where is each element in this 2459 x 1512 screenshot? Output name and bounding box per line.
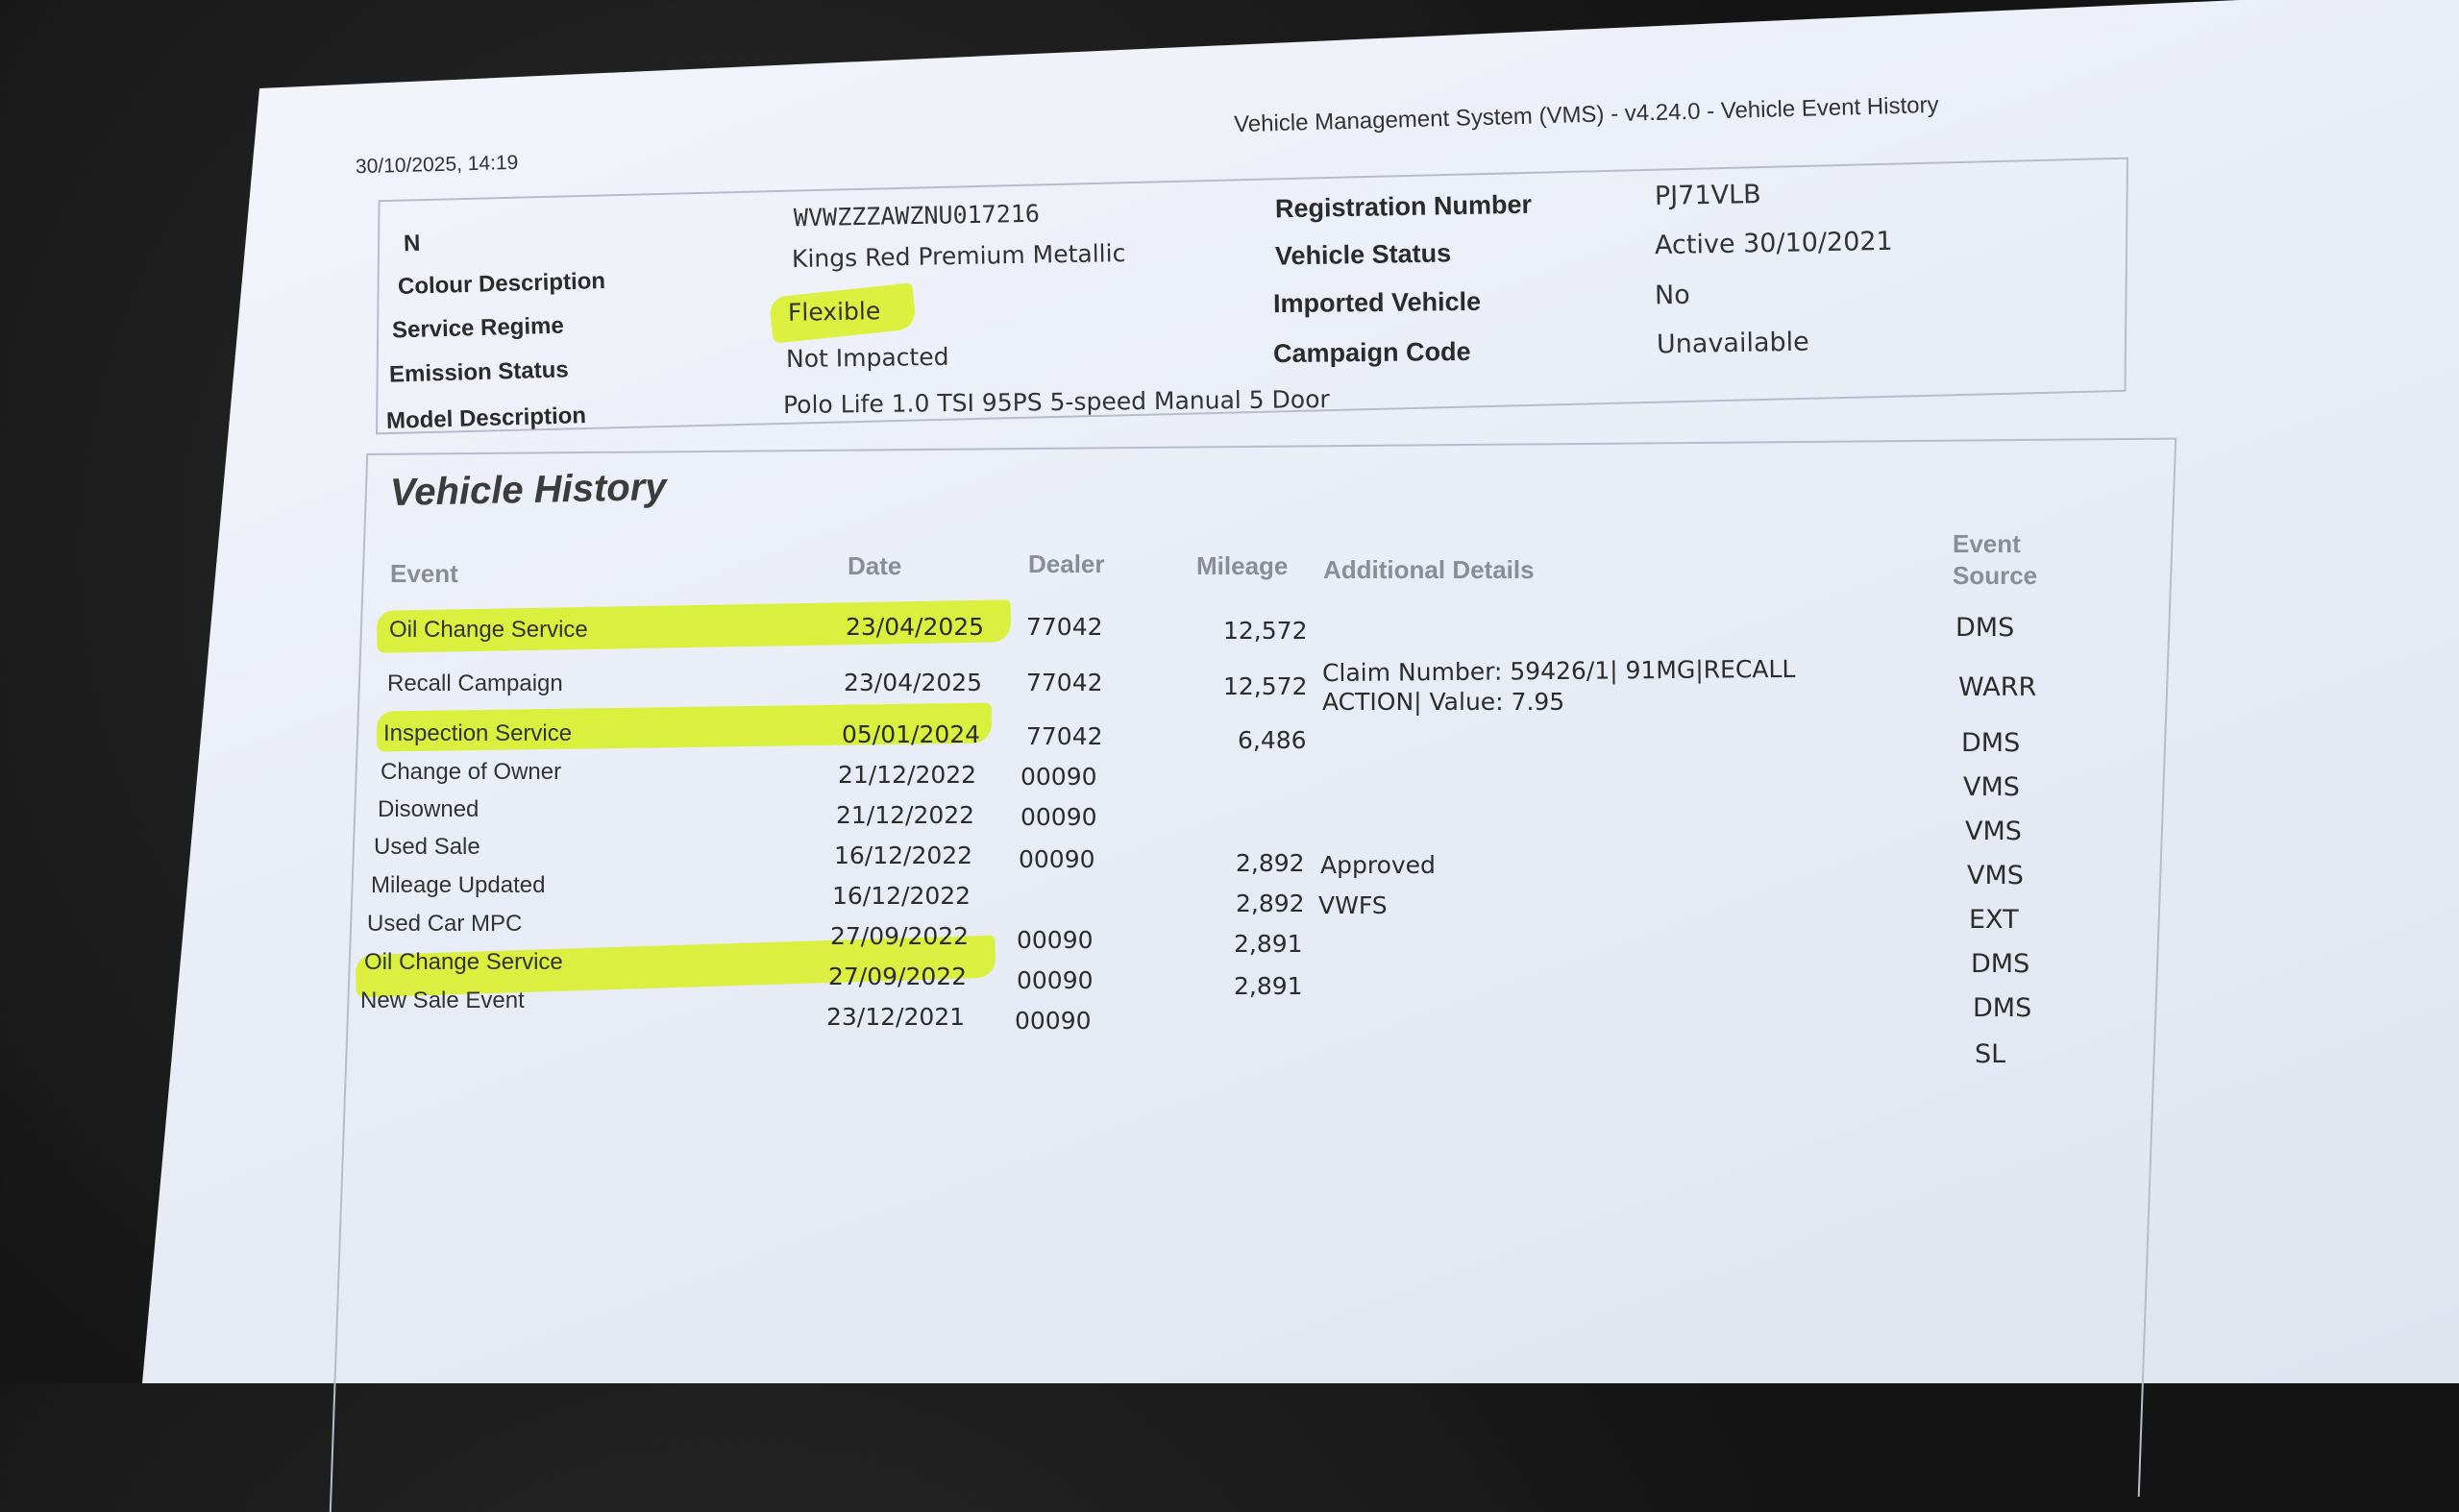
col-source-line2: Source xyxy=(1953,561,2038,590)
col-dealer: Dealer xyxy=(1028,549,1105,578)
model-value: Polo Life 1.0 TSI 95PS 5-speed Manual 5 Door xyxy=(782,385,1330,419)
dealer-cell: 77042 xyxy=(1026,613,1103,641)
source-cell: WARR xyxy=(1958,672,2037,702)
dealer-cell: 77042 xyxy=(1026,722,1103,750)
campaign-label: Campaign Code xyxy=(1272,336,1471,369)
mileage-cell: 2,891 xyxy=(1234,930,1303,958)
event-cell: Used Car MPC xyxy=(367,911,523,937)
vin-value: WVWZZZAWZNU017216 xyxy=(793,199,1041,232)
date-cell: 23/04/2025 xyxy=(844,669,983,696)
col-date: Date xyxy=(848,551,902,580)
date-cell: 27/09/2022 xyxy=(830,922,970,950)
source-cell: VMS xyxy=(1967,861,2024,890)
source-cell: DMS xyxy=(1971,949,2030,979)
event-cell: Change of Owner xyxy=(381,759,562,785)
emission-label: Emission Status xyxy=(388,356,570,388)
emission-value: Not Impacted xyxy=(785,342,949,374)
source-cell: DMS xyxy=(1973,993,2032,1023)
date-cell: 23/04/2025 xyxy=(846,613,985,641)
col-source-line1: Event xyxy=(1953,529,2021,558)
mileage-cell: 6,486 xyxy=(1238,726,1307,754)
vehicle-status-value: Active 30/10/2021 xyxy=(1654,226,1893,261)
source-cell: VMS xyxy=(1963,772,2020,802)
colour-value: Kings Red Premium Metallic xyxy=(791,238,1126,274)
event-cell: Inspection Service xyxy=(383,720,573,746)
service-regime-label: Service Regime xyxy=(391,312,565,344)
vehicle-status-label: Vehicle Status xyxy=(1274,238,1452,271)
date-cell: 23/12/2021 xyxy=(826,1003,966,1031)
dealer-cell: 00090 xyxy=(1017,966,1094,994)
event-cell: Used Sale xyxy=(374,834,480,860)
col-mileage: Mileage xyxy=(1196,551,1289,580)
registration-value: PJ71VLB xyxy=(1654,180,1761,211)
event-cell: Oil Change Service xyxy=(389,617,588,643)
mileage-cell: 12,572 xyxy=(1223,672,1308,700)
date-cell: 16/12/2022 xyxy=(834,841,973,869)
claim-detail-line2: ACTION| Value: 7.95 xyxy=(1322,688,1565,716)
event-cell: Oil Change Service xyxy=(364,949,563,975)
report-title: Vehicle Management System (VMS) - v4.24.0 - Vehicle Event History xyxy=(1233,91,1939,138)
dealer-cell: 00090 xyxy=(1020,803,1097,831)
service-regime-value: Flexible xyxy=(787,297,881,327)
dealer-cell: 00090 xyxy=(1017,926,1094,954)
source-cell: VMS xyxy=(1965,817,2022,846)
event-cell: Mileage Updated xyxy=(371,872,546,898)
event-cell: Recall Campaign xyxy=(387,671,563,696)
registration-label: Registration Number xyxy=(1274,189,1533,224)
colour-label: Colour Description xyxy=(397,267,606,301)
mileage-cell: 12,572 xyxy=(1223,617,1308,645)
campaign-value: Unavailable xyxy=(1656,327,1810,360)
source-cell: DMS xyxy=(1955,613,2015,643)
dealer-cell: 00090 xyxy=(1020,763,1097,791)
source-cell: DMS xyxy=(1961,728,2021,758)
date-cell: 27/09/2022 xyxy=(828,963,968,990)
imported-label: Imported Vehicle xyxy=(1272,286,1482,319)
date-cell: 16/12/2022 xyxy=(832,882,971,910)
model-label: Model Description xyxy=(385,402,587,434)
imported-value: No xyxy=(1654,280,1690,311)
vwfs-detail: VWFS xyxy=(1318,891,1388,919)
event-cell: Disowned xyxy=(378,796,480,822)
date-cell: 05/01/2024 xyxy=(842,720,981,748)
mileage-cell: 2,891 xyxy=(1234,972,1303,1000)
dealer-cell: 00090 xyxy=(1015,1007,1092,1035)
print-timestamp: 30/10/2025, 14:19 xyxy=(355,151,519,179)
source-cell: EXT xyxy=(1969,905,2019,935)
vin-label: N xyxy=(403,230,421,257)
history-title: Vehicle History xyxy=(389,465,667,515)
dealer-cell: 77042 xyxy=(1026,669,1103,696)
mileage-cell: 2,892 xyxy=(1236,890,1305,917)
approved-detail: Approved xyxy=(1320,851,1436,879)
col-source xyxy=(1953,528,2037,592)
date-cell: 21/12/2022 xyxy=(836,801,975,829)
source-cell: SL xyxy=(1975,1039,2006,1069)
dealer-cell: 00090 xyxy=(1019,845,1095,873)
event-cell: New Sale Event xyxy=(360,988,525,1013)
mileage-cell: 2,892 xyxy=(1236,849,1305,877)
col-event: Event xyxy=(390,559,458,588)
claim-detail-line1: Claim Number: 59426/1| 91MG|RECALL xyxy=(1321,654,1796,688)
date-cell: 21/12/2022 xyxy=(838,761,977,789)
col-details: Additional Details xyxy=(1323,555,1535,584)
